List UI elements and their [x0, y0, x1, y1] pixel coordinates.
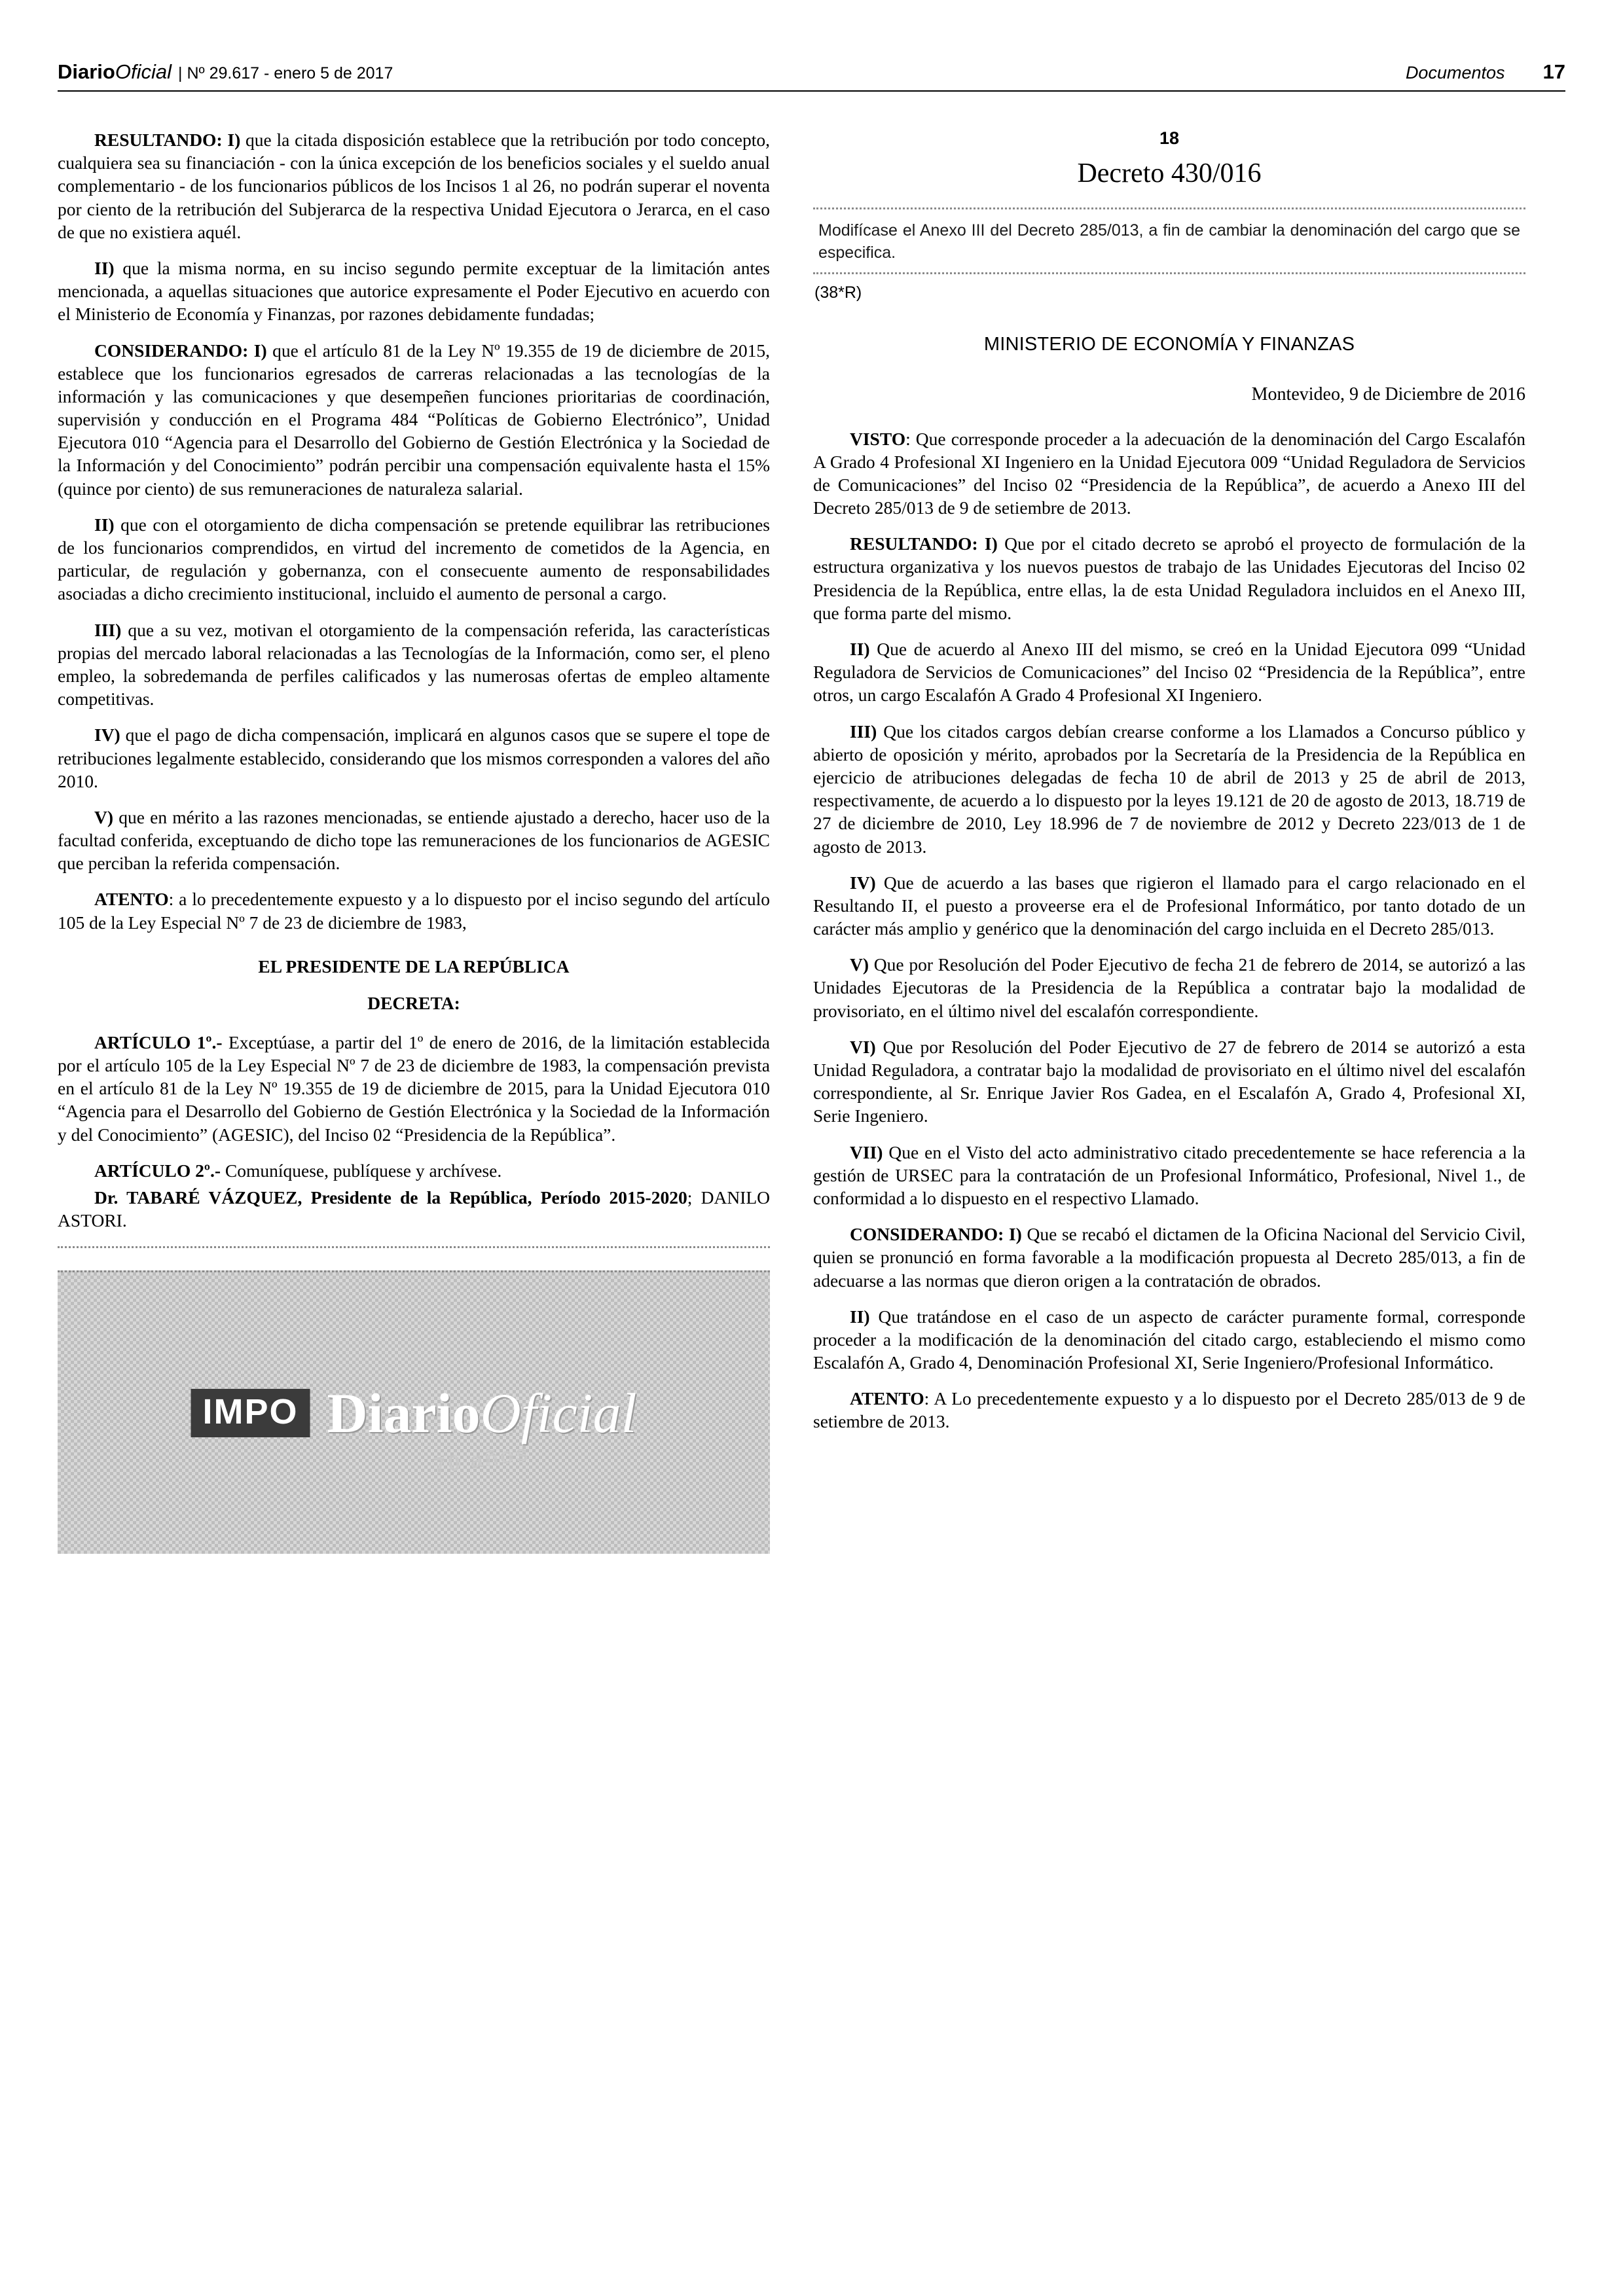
paragraph-text: que la misma norma, en su inciso segundo permite exceptuar de la limitación antes mencionada, a aquellas situaciones que autorice expresamente el Poder Ejecutivo en acuerdo con el Ministerio de Economía y Finanzas, por razones debidamente fundadas;: [58, 257, 770, 325]
paragraph: [813, 871, 1525, 941]
signature-name: Dr. TABARÉ VÁZQUEZ, Presidente de la República, Período 2015-2020: [94, 1187, 687, 1208]
paragraph-lead: IV): [850, 872, 876, 893]
paragraph-lead: III): [850, 721, 877, 742]
logo-years-label: 70 años: [432, 1440, 532, 1479]
article-2-lead: ARTÍCULO 2º.-: [94, 1160, 221, 1181]
two-column-body: [58, 128, 1565, 2250]
logo-wordmark: [327, 1380, 637, 1446]
paragraph-lead: II): [850, 1306, 870, 1327]
paragraph-text: Que de acuerdo al Anexo III del mismo, se creó en la Unidad Ejecutora 099 “Unidad Reguladora de Servicios de Comunicaciones” del Inciso 02 “Presidencia de la República”, entre otros, un cargo Escalafón A Grado 4 Profesional XI Ingeniero.: [813, 639, 1525, 706]
right-column: [813, 128, 1525, 2250]
paragraph-lead: VII): [850, 1141, 883, 1162]
paragraph-lead: VISTO: [850, 428, 906, 449]
paragraph-lead: III): [94, 619, 122, 640]
header-right: [1406, 60, 1565, 84]
paragraph-text: Que en el Visto del acto administrativo citado precedentemente se hace referencia a la gestión de URSEC para la contratación de un Profesional Informático, Profesional, Nivel 1., de conformidad a lo dispuesto en el respectivo Llamado.: [813, 1141, 1525, 1208]
article-1-text: Exceptúase, a partir del 1º de enero de 2016, de la limitación establecida por el artículo 105 de la Ley Especial Nº 7 de 23 de diciembre de 1983, la compensación prevista en el artículo 81 de la Ley Nº 19.355 de 19 de diciembre de 2015, para la Unidad Ejecutora 010 “Agencia para el Desarrollo del Gobierno de Gestión Electrónica y la Sociedad de la Información y del Conocimiento” (AGESIC), del Inciso 02 “Presidencia de la República”.: [58, 1031, 770, 1145]
paragraph: [58, 619, 770, 711]
paragraph: [58, 723, 770, 793]
left-column: [58, 128, 770, 2250]
paragraph: [813, 532, 1525, 624]
logo-word-diario: Diario: [327, 1382, 481, 1445]
paragraph-lead: RESULTANDO: I): [94, 130, 241, 150]
paragraph-text: : Que corresponde proceder a la adecuación de la denominación del Cargo Escalafón A Grado 4 Profesional XI Ingeniero en la Unidad Ejecutora 009 “Unidad Reguladora de Servicios de Comunicaciones” del Inciso 02 “Presidencia de la República”, de acuerdo a Anexo III del Decreto 285/013 de 9 de setiembre de 2013.: [813, 428, 1525, 518]
article-2-text: Comuníquese, publíquese y archívese.: [220, 1160, 502, 1181]
paragraph: [813, 427, 1525, 520]
paragraph-text: que con el otorgamiento de dicha compensación se pretende equilibrar las retribuciones de los funcionarios comprendidos, en virtud del incremento de cometidos de la Agencia, en particular, de regulación y gobernanza, con el consecuente aumento de responsabilidades asociadas a dicho crecimiento institucional, incluido el aumento de personal a cargo.: [58, 514, 770, 604]
paragraph: [813, 637, 1525, 707]
paragraph: [813, 1305, 1525, 1374]
paragraph-text: Que de acuerdo a las bases que rigieron el llamado para el cargo relacionado en el Resultando II, el puesto a proveerse era el de Profesional Informático, por tanto dotado de un carácter más amplio y genérico que la denominación del cargo incluida en el Decreto 285/013.: [813, 872, 1525, 939]
paragraph-lead: IV): [94, 725, 120, 745]
paragraph: [813, 720, 1525, 858]
paragraph-text: Que tratándose en el caso de un aspecto de carácter puramente formal, corresponde proceder a la modificación de la denominación del citado cargo, estableciendo el mismo como Escalafón A, Grado 4, Denominación Profesional XI, Serie Ingeniero/Profesional Informático.: [813, 1306, 1525, 1373]
masthead-diario: Diario: [58, 60, 115, 83]
article-2: [58, 1159, 770, 1182]
dotted-divider: [58, 1246, 770, 1248]
paragraph-lead: CONSIDERANDO: I): [94, 340, 267, 361]
page-header: [58, 60, 1565, 103]
paragraph-lead: ATENTO: [94, 889, 169, 910]
logo-word-oficial: Oficial: [480, 1382, 637, 1445]
paragraph: [813, 953, 1525, 1022]
masthead: [58, 60, 393, 84]
paragraph-text: que el pago de dicha compensación, implicará en algunos casos que se supere el tope de retribuciones legalmente establecido, considerando que los mismos corresponden a valores del año 2010.: [58, 725, 770, 791]
dotted-divider: [813, 207, 1525, 209]
decree-title: Decreto 430/016: [1077, 158, 1262, 188]
paragraph: [813, 1387, 1525, 1433]
paragraph: [58, 513, 770, 605]
paragraph-text: que la citada disposición establece que la retribución por todo concepto, cualquiera sea su financiación - con la única excepción de los beneficios sociales y el sueldo anual complementario - de los funcionarios públicos de los Incisos 1 al 26, no podrán superar el noventa por ciento de la retribución del Subjerarca de la respectiva Unidad Ejecutora o Jerarca, en el caso de que no existiera aquél.: [58, 130, 770, 242]
section-label: Documentos: [1405, 63, 1505, 82]
heading-president: EL PRESIDENTE DE LA REPÚBLICA: [258, 956, 570, 977]
paragraph-text: Que por Resolución del Poder Ejecutivo de fecha 21 de febrero de 2014, se autorizó a las Unidades Ejecutoras de la Presidencia de la República a contratar bajo la modalidad de provisoriato, en el último nivel del escalafón correspondiente.: [813, 954, 1525, 1021]
paragraph-text: : a lo precedentemente expuesto y a lo dispuesto por el inciso segundo del artículo 105 de la Ley Especial Nº 7 de 23 de diciembre de 1983,: [58, 889, 770, 933]
signature-rest: ; DANILO ASTORI.: [58, 1187, 770, 1231]
diario-oficial-logo: [58, 1270, 770, 1554]
article-1: [58, 1031, 770, 1146]
paragraph: [58, 888, 770, 933]
paragraph-lead: VI): [850, 1036, 876, 1057]
paragraph-text: : A Lo precedentemente expuesto y a lo dispuesto por el Decreto 285/013 de 9 de setiembre de 2013.: [813, 1388, 1525, 1432]
impo-logo: IMPO: [191, 1389, 310, 1437]
paragraph-lead: II): [94, 514, 115, 535]
paragraph-text: que el artículo 81 de la Ley Nº 19.355 de 19 de diciembre de 2015, establece que los funcionarios egresados de carreras relacionadas a las tecnologías de la información y las comunicaciones y que desempeñen funciones prioritarias de coordinación, supervisión y conducción en el Programa 484 “Políticas de Gobierno Electrónico”, Unidad Ejecutora 010 “Agencia para el Desarrollo del Gobierno de Gestión Electrónica y la Sociedad de la Información y del Conocimiento” podrán percibir una compensación equivalente hasta el 15% (quince por ciento) de sus remuneraciones de naturaleza salarial.: [58, 340, 770, 499]
paragraph-lead: ATENTO: [850, 1388, 924, 1409]
paragraph: [58, 339, 770, 500]
paragraph-lead: II): [850, 639, 870, 659]
masthead-oficial: Oficial: [115, 60, 172, 83]
paragraph-lead: CONSIDERANDO: I): [850, 1224, 1022, 1245]
page-number: 17: [1542, 60, 1565, 83]
paragraph-text: que en mérito a las razones mencionadas, se entiende ajustado a derecho, hacer uso de la facultad conferida, exceptuando de dicho tope las remuneraciones de los funcionarios de AGESIC que perciban la referida compensación.: [58, 806, 770, 874]
paragraph: [813, 1141, 1525, 1210]
place-and-date: Montevideo, 9 de Diciembre de 2016: [1251, 384, 1525, 404]
decree-number: 18: [1159, 128, 1180, 148]
reference-code: (38*R): [814, 283, 862, 302]
paragraph: [813, 1223, 1525, 1292]
paragraph-text: que a su vez, motivan el otorgamiento de la compensación referida, las características propias del mercado laboral relacionadas a las Tecnologías de la Información, como ser, el pleno empleo, la sobredemanda de perfiles calificados y las numerosas ofertas de empleo altamente competitivas.: [58, 619, 770, 709]
ministry-name: MINISTERIO DE ECONOMÍA Y FINANZAS: [983, 333, 1355, 355]
paragraph-lead: V): [850, 954, 869, 975]
signature-line: [58, 1186, 770, 1232]
paragraph-lead: II): [94, 257, 115, 278]
article-1-lead: ARTÍCULO 1º.-: [94, 1031, 223, 1052]
masthead-issue: | Nº 29.617 - enero 5 de 2017: [178, 64, 393, 82]
paragraph: [58, 128, 770, 243]
paragraph: [58, 257, 770, 326]
paragraph-text: Que se recabó el dictamen de la Oficina Nacional del Servicio Civil, quien se pronunció en forma favorable a la modificación propuesta al Decreto 285/013, a fin de adecuarse a las normas que dieron origen a la contratación de obrados.: [813, 1224, 1525, 1291]
paragraph-lead: RESULTANDO: I): [850, 533, 998, 554]
paragraph: [813, 1035, 1525, 1128]
decree-summary: Modifícase el Anexo III del Decreto 285/013, a fin de cambiar la denominación del cargo que se especifica.: [818, 221, 1520, 262]
dotted-divider: [813, 272, 1525, 274]
paragraph: [58, 806, 770, 875]
paragraph-text: Que por Resolución del Poder Ejecutivo de 27 de febrero de 2014 se autorizó a esta Unidad Reguladora, a contratar bajo la modalidad de provisoriato en el último nivel del escalafón correspondiente, al Sr. Enrique Javier Ros Gadea, en el Escalafón A, Grado 4, Profesional XI, Serie Ingeniero.: [813, 1036, 1525, 1126]
paragraph-lead: V): [94, 806, 114, 827]
paragraph-text: Que por el citado decreto se aprobó el proyecto de formulación de la estructura organizativa y los nuevos puestos de trabajo de las Unidades Ejecutoras del Inciso 02 Presidencia de la República, entre ellas, la de esta Unidad Reguladora incluidos en el Anexo III, que forma parte del mismo.: [813, 533, 1525, 623]
heading-decreta: DECRETA:: [367, 992, 460, 1013]
paragraph-text: Que los citados cargos debían crearse conforme a los Llamados a Concurso público y abierto de oposición y mérito, aprobados por la Secretaría de la Presidencia de la República en ejercicio de atribuciones delegadas de fecha 10 de abril de 2013 y 25 de abril de 2013, respectivamente, de acuerdo a lo dispuesto por la leyes 19.121 de 20 de agosto de 2013, 18.719 de 27 de diciembre de 2010, Ley 18.996 de 7 de noviembre de 2012 y Decreto 223/013 de 1 de agosto de 2013.: [813, 721, 1525, 857]
